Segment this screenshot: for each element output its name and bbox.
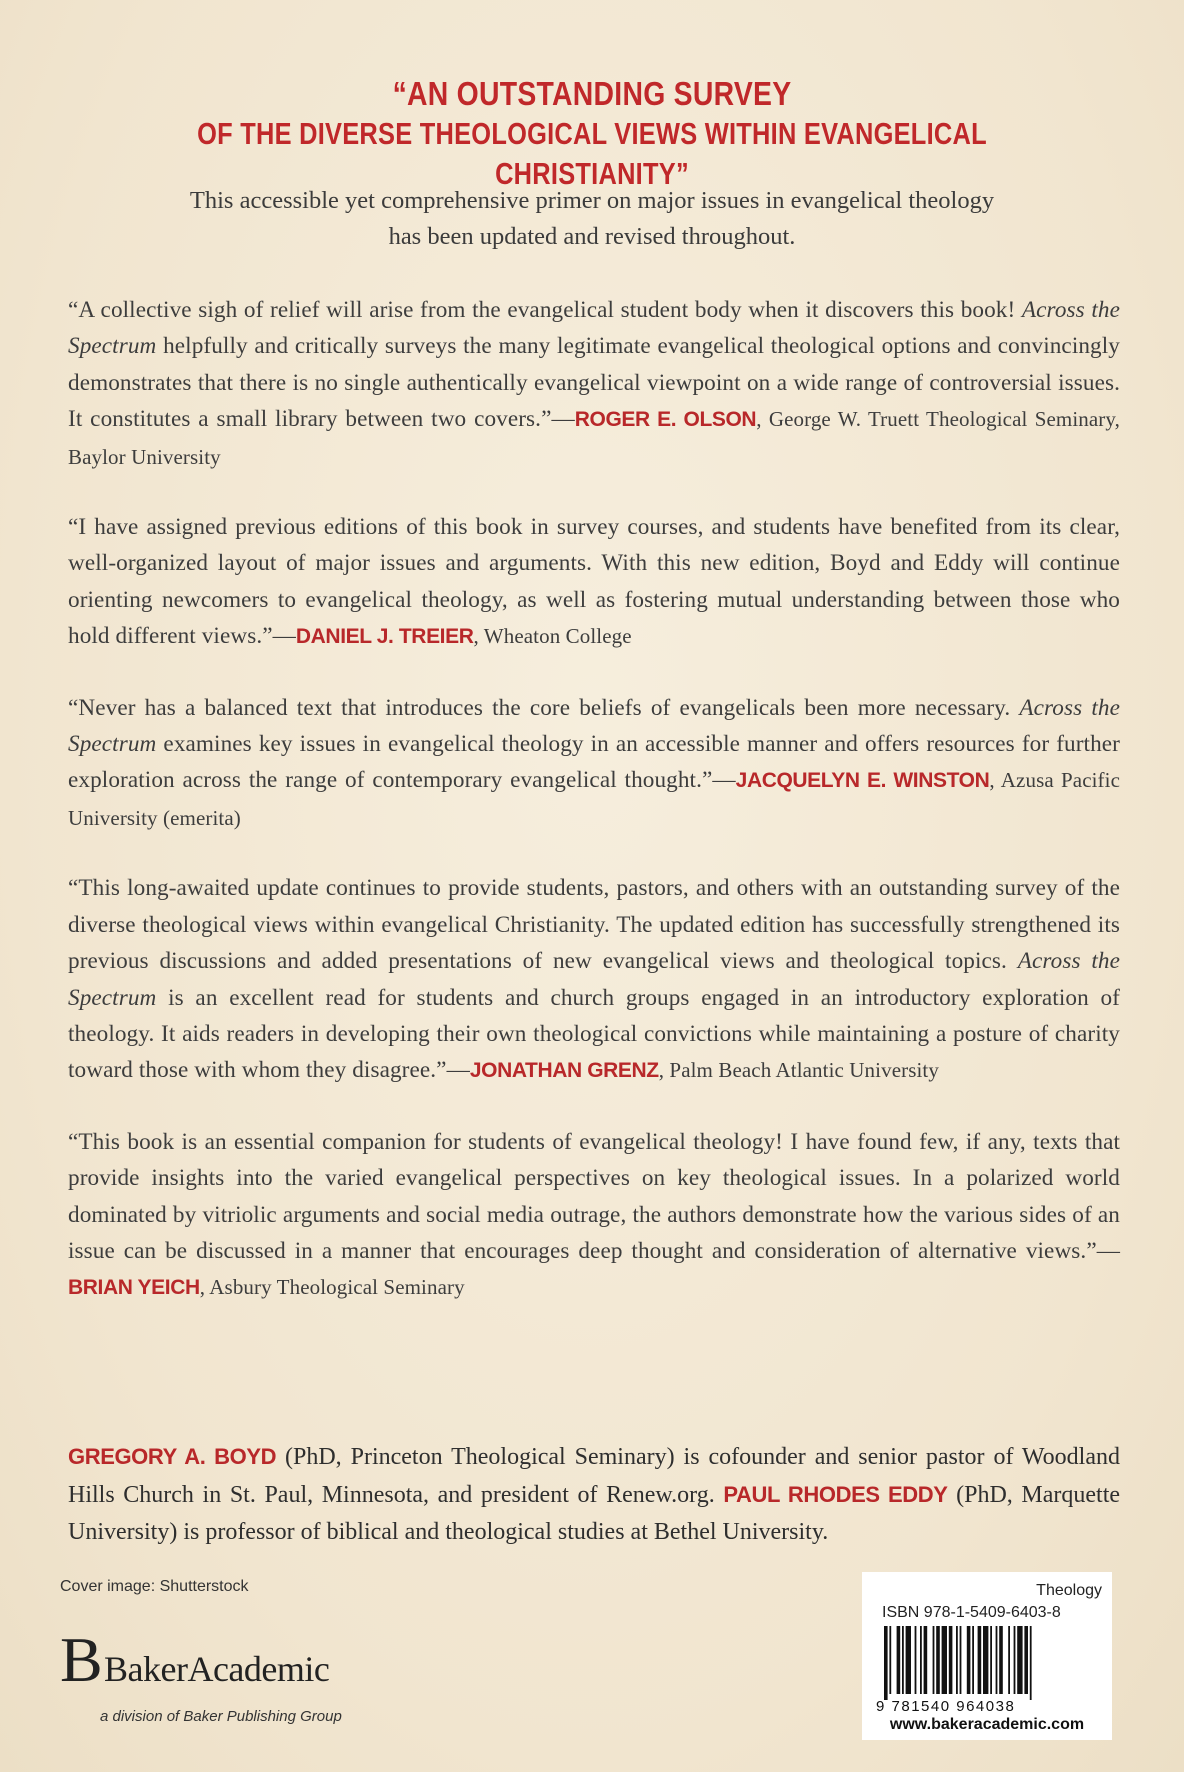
barcode-bar	[897, 1626, 901, 1694]
barcode-bar	[956, 1626, 958, 1694]
endorser-affiliation: , Palm Beach Atlantic University	[658, 1058, 939, 1083]
barcode-bar	[978, 1626, 982, 1694]
author-bio	[68, 1438, 1120, 1551]
endorsement-text: “I have assigned previous editions of this book in survey courses, and students have benefited from its clear, well-organized layout of major issues and arguments. With this new edition, Boyd and Eddy will continue orienting newcomers to evangelical theology, as well as fostering mutual understanding between those who hold different views.”—	[68, 514, 1120, 650]
headline-line-2: OF THE DIVERSE THEOLOGICAL VIEWS WITHIN EVANGELICAL CHRISTIANITY”	[197, 116, 987, 191]
endorser-affiliation: , Asbury Theological Seminary	[199, 1275, 465, 1300]
cover-image-credit: Cover image: Shutterstock	[60, 1578, 249, 1595]
endorsement-text: helpfully and critically surveys the many legitimate evangelical theological options and convincingly demonstrates that there is no single authentically evangelical viewpoint on a wide range of controversial issues. It constitutes a small library between two covers.”—	[68, 333, 1120, 433]
barcode-bar	[1014, 1626, 1016, 1694]
barcode-bar	[902, 1626, 904, 1694]
barcode-bar	[889, 1626, 891, 1694]
endorsement-text: “A collective sigh of relief will arise from the evangelical student body when it discovers this book!	[68, 297, 1022, 323]
barcode-icon	[876, 1626, 1098, 1700]
barcode-bar	[1024, 1626, 1028, 1694]
barcode-bar	[999, 1626, 1003, 1694]
endorser-name: JONATHAN GRENZ	[469, 1059, 659, 1083]
barcode-panel	[862, 1572, 1112, 1740]
barcode-bar	[983, 1626, 988, 1694]
barcode-bar	[972, 1626, 974, 1694]
author-name-boyd: GREGORY A. BOYD	[68, 1444, 277, 1469]
headline-line-1: “AN OUTSTANDING SURVEY	[392, 75, 792, 112]
endorsements	[68, 292, 1120, 1341]
endorser-name: JACQUELYN E. WINSTON	[735, 769, 990, 793]
intro-line-2: has been updated and revised throughout.	[388, 223, 796, 250]
publisher-name: BakerAcademic	[104, 1649, 330, 1689]
barcode-bar	[906, 1626, 911, 1694]
endorsement-treier	[68, 509, 1120, 656]
endorsement-text: examines key issues in evangelical theology in an accessible manner and offers resources for further exploration across the range of contemporary evangelical thought.”—	[68, 731, 1120, 794]
barcode-bar	[1017, 1626, 1022, 1694]
endorser-name: BRIAN YEICH	[68, 1276, 200, 1300]
book-title-italic: Across the Spectrum	[68, 694, 1120, 758]
barcode-bar	[924, 1626, 928, 1694]
barcode-bar	[884, 1626, 888, 1700]
endorsement-text: “Never has a balanced text that introduces the core beliefs of evangelicals been more necessary.	[68, 694, 1020, 721]
barcode-digits: 9 781540 964038	[876, 1698, 1016, 1715]
publisher-url: www.bakeracademic.com	[889, 1716, 1085, 1733]
barcode-bar	[915, 1626, 917, 1694]
author-bio-text: (PhD, Princeton Theological Seminary) is cofounder and senior pastor of Woodland Hills Church in St. Paul, Minnesota, and president of Renew.org.	[68, 1444, 1120, 1508]
barcode-bar	[942, 1626, 947, 1694]
book-title-italic: Across the Spectrum	[68, 297, 1120, 360]
endorsement-yeich	[68, 1124, 1120, 1307]
endorsement-olson	[68, 292, 1120, 475]
endorsement-winston	[68, 690, 1120, 837]
endorser-name: DANIEL J. TREIER	[295, 625, 474, 649]
barcode-bar	[960, 1626, 962, 1694]
endorser-name: ROGER E. OLSON	[574, 408, 757, 432]
barcode-bar	[1030, 1626, 1032, 1700]
endorser-affiliation: , George W. Truett Theological Seminary, Baylor University	[68, 407, 1120, 469]
endorsement-text: “This long-awaited update continues to provide students, pastors, and others with an outstanding survey of the diverse theological views within evangelical Christianity. The updated edition has successfully strengthened its previous discussions and added presentations of new evangelical views and theological topics.	[68, 875, 1120, 975]
barcode-bar	[949, 1626, 953, 1694]
barcode-bar	[996, 1626, 998, 1694]
barcode-bar	[933, 1626, 935, 1694]
publisher-division: a division of Baker Publishing Group	[100, 1708, 342, 1725]
endorser-affiliation: , Azusa Pacific University (emerita)	[68, 768, 1121, 830]
endorser-affiliation: , Wheaton College	[473, 624, 632, 649]
intro-line-1: This accessible yet comprehensive primer on major issues in evangelical theology	[189, 187, 995, 214]
publisher-logo	[60, 1624, 420, 1738]
barcode-bar	[1008, 1626, 1010, 1694]
author-bio-text: (PhD, Marquette University) is professor of biblical and theological studies at Bethel University.	[68, 1482, 1121, 1545]
barcode-bar	[990, 1626, 992, 1694]
barcode-bar	[920, 1626, 922, 1694]
headline	[0, 74, 1184, 194]
endorsement-text: is an excellent read for students and church groups engaged in an introductory exploration of theology. It aids readers in developing their own theological convictions while maintaining a posture of charity toward those with whom they disagree.”—	[68, 984, 1120, 1084]
endorsement-grenz	[68, 870, 1120, 1089]
isbn-label: ISBN 978-1-5409-6403-8	[882, 1604, 1061, 1621]
barcode-bar	[936, 1626, 940, 1694]
baker-b-logo-icon: B	[60, 1624, 103, 1695]
category-label: Theology	[1036, 1582, 1102, 1599]
author-name-eddy: PAUL RHODES EDDY	[723, 1482, 948, 1507]
book-title-italic: Across the Spectrum	[68, 948, 1120, 1011]
endorsement-text: “This book is an essential companion for students of evangelical theology! I have found few, if any, texts that provide insights into the varied evangelical perspectives on key theological issues. In a polarized world dominated by vitriolic arguments and social media outrage, the authors demonstrate how the various sides of an issue can be discussed in a manner that encourages deep thought and consideration of alternative views.”—	[68, 1128, 1120, 1264]
intro-paragraph	[80, 183, 1104, 255]
barcode-bar	[967, 1626, 971, 1694]
